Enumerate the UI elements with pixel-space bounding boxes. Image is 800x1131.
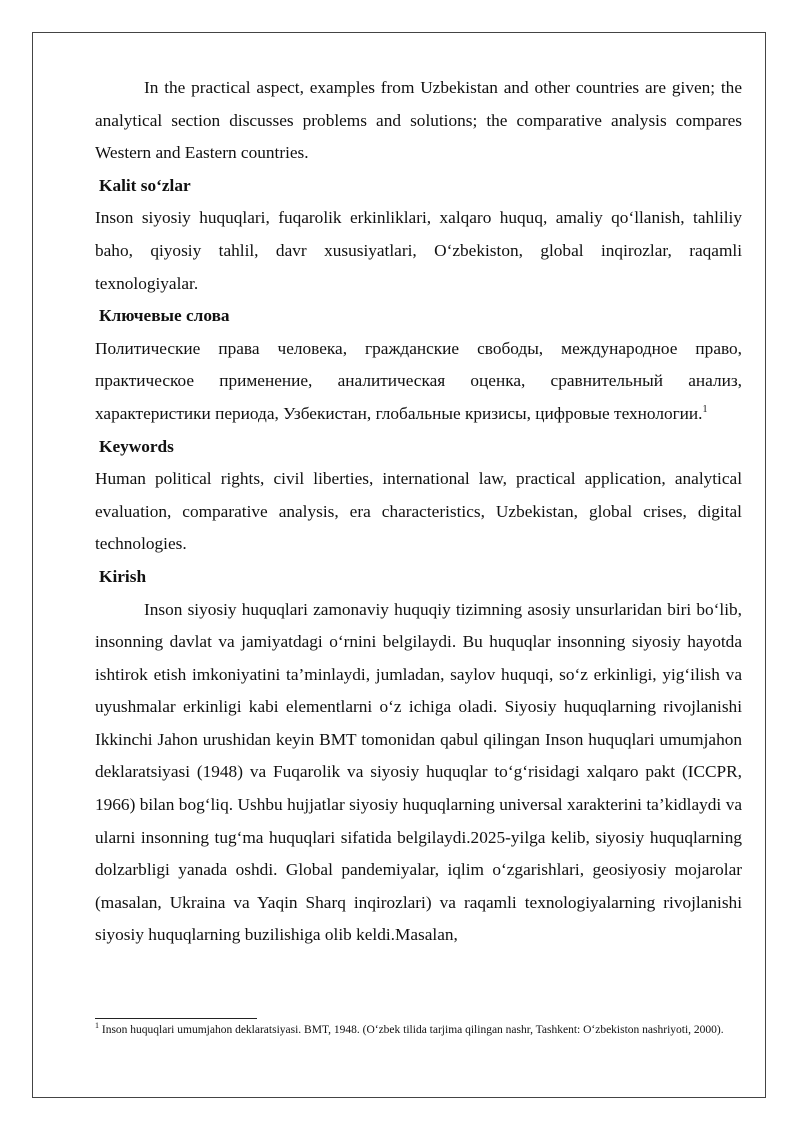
footnote (95, 1022, 742, 1038)
document-body (95, 72, 742, 952)
klyuchevye-slova-paragraph (95, 333, 742, 431)
klyuchevye-slova-text: Политические права человека, гражданские свободы, международное право, практическое применение, аналитическая оценка, сравнительный анализ, характеристики периода, Узбекистан, глобальные кризисы, цифровые технологии. (95, 338, 742, 423)
footnote-separator (95, 1018, 257, 1019)
keywords-text: Human political rights, civil liberties, international law, practical application, analytical evaluation, comparative analysis, era characteristics, Uzbekistan, global crises, digital technologies. (95, 469, 742, 554)
intro-paragraph: In the practical aspect, examples from Uzbekistan and other countries are given; the analytical section discusses problems and solutions; the comparative analysis compares Western and Eastern countries. (95, 78, 742, 163)
kirish-heading: Kirish (99, 566, 147, 586)
keywords-heading: Keywords (99, 436, 174, 456)
footnote-text: Inson huquqlari umumjahon deklaratsiyasi. BMT, 1948. (O‘zbek tilida tarjima qilingan nashr, Tashkent: O‘zbekiston nashriyoti, 2000). (99, 1024, 724, 1036)
kirish-paragraph: Inson siyosiy huquqlari zamonaviy huquqiy tizimning asosiy unsurlaridan biri bo‘lib, insonning davlat va jamiyatdagi o‘rnini belgilaydi. Bu huquqlar insonning siyosiy hayotda ishtirok etish imkoniyatini ta’minlaydi, jumladan, saylov huquqi, so‘z erkinligi, yig‘ilish va uyushmalar erkinligi kabi elementlarni o‘z ichiga oladi. Siyosiy huquqlarning rivojlanishi Ikkinchi Jahon urushidan keyin BMT tomonidan qabul qilingan Inson huquqlari umumjahon deklaratsiyasi (1948) va Fuqarolik va siyosiy huquqlar to‘g‘risidagi xalqaro pakt (ICCPR, 1966) bilan bog‘liq. Ushbu hujjatlar siyosiy huquqlarning universal xarakterini ta’kidlaydi va ularni insonning tug‘ma huquqlari sifatida belgilaydi.2025-yilga kelib, siyosiy huquqlarning dolzarbligi yanada oshdi. Global pandemiyalar, iqlim o‘zgarishlari, geosiyosiy mojarolar (masalan, Ukraina va Yaqin Sharq inqirozlari) va raqamli texnologiyalarning rivojlanishi siyosiy huquqlarning buzilishiga olib keldi.Masalan, (95, 599, 742, 945)
footnote-reference[interactable]: 1 (702, 404, 708, 416)
klyuchevye-slova-heading: Ключевые слова (99, 306, 230, 326)
footnote-marker: 1 (95, 1021, 99, 1031)
kalit-sozlar-text: Inson siyosiy huquqlari, fuqarolik erkinliklari, xalqaro huquq, amaliy qo‘llanish, tahliliy baho, qiyosiy tahlil, davr xususiyatlari, O‘zbekiston, global inqirozlar, raqamli texnologiyalar. (95, 208, 742, 293)
kalit-sozlar-heading: Kalit so‘zlar (99, 175, 191, 195)
